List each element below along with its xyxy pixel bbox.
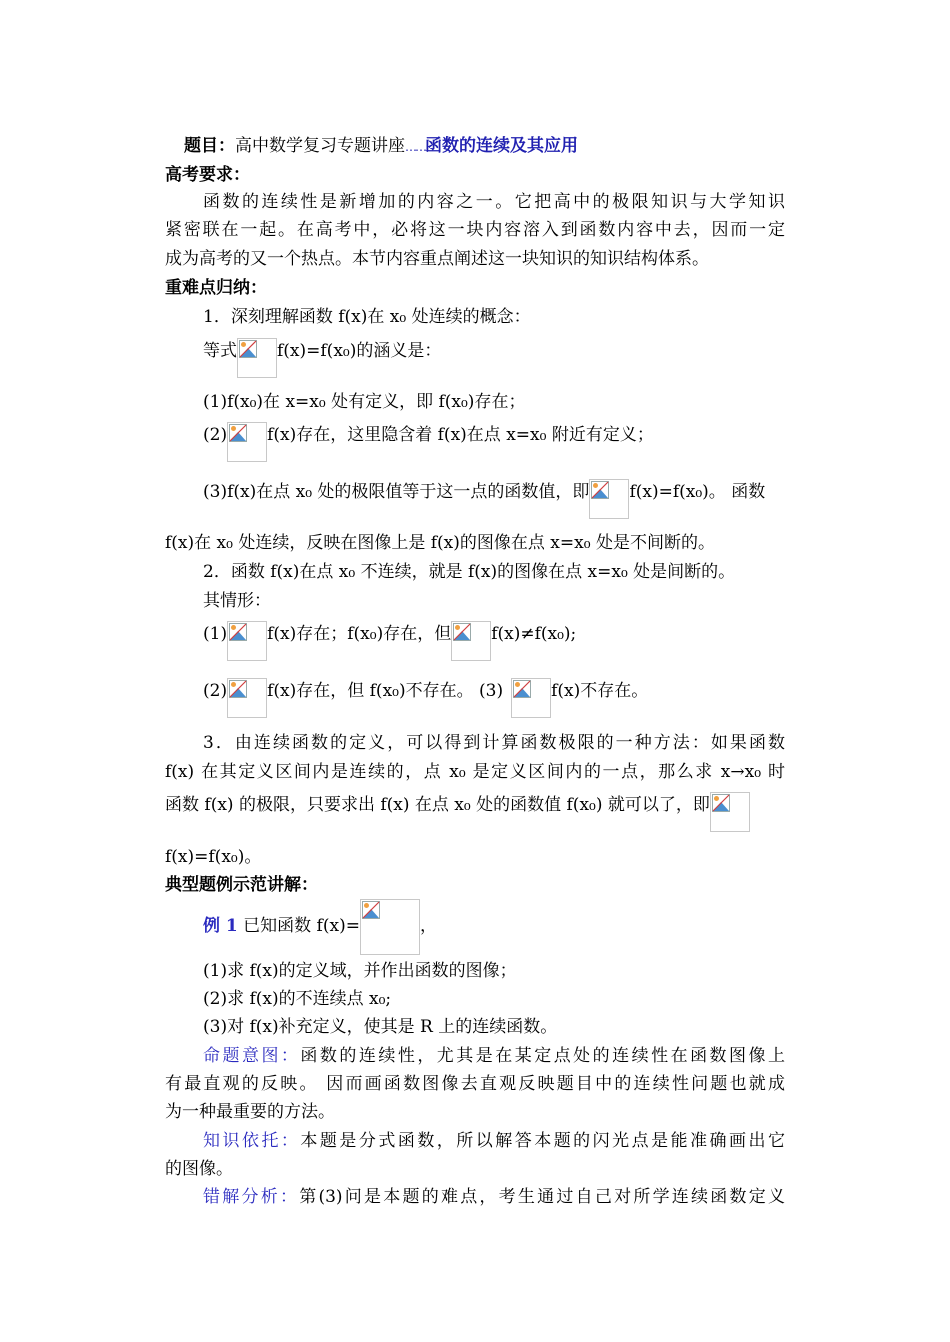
title-dots: …… (405, 140, 425, 154)
error-analysis-label: 错解分析： (203, 1187, 300, 1207)
title-prefix: 高中数学复习专题讲座 (235, 136, 405, 156)
condition-1: (1)f(x₀)在 x=x₀ 处有定义，即 f(x₀)存在； (203, 392, 526, 412)
broken-image-icon (360, 899, 420, 955)
item-3-line-4: f(x)=f(x₀)。 (165, 847, 262, 867)
example-label: 例 1 (203, 916, 238, 936)
intent-line-1: 命题意图：函数的连续性，尤其是在某定点处的连续性在函数图像上 (203, 1046, 786, 1066)
broken-image-icon (451, 621, 491, 661)
title-topic: 函数的连续及其应用 (425, 136, 578, 156)
question-2: (2)求 f(x)的不连续点 x₀; (203, 989, 392, 1009)
item-2: 2．函数 f(x)在点 x₀ 不连续，就是 f(x)的图像在点 x=x₀ 处是间断的。 (203, 562, 736, 582)
basis-line-2: 的图像。 (165, 1159, 233, 1179)
intent-line-3: 为一种最重要的方法。 (165, 1102, 335, 1122)
item-1: 1．深刻理解函数 f(x)在 x₀ 处连续的概念： (203, 307, 531, 327)
paragraph-line: 成为高考的又一个热点。本节内容重点阐述这一块知识的知识结构体系。 (165, 249, 709, 269)
condition-3: (3)f(x)在点 x₀ 处的极限值等于这一点的函数值，即 f(x)=f(x₀)。 函数 (203, 481, 785, 519)
basis-label: 知识依托： (203, 1131, 301, 1151)
case-2-3: (2) f(x)存在，但 f(x₀)不存在。 (3) f(x)不存在。 (203, 680, 785, 718)
basis-line-1: 知识依托：本题是分式函数，所以解答本题的闪光点是能准确画出它 (203, 1131, 786, 1151)
example-1: 例 1 已知函数 f(x)= ， (203, 899, 785, 955)
paragraph-line: 紧密联在一起。在高考中，必将这一块内容溶入到函数内容中去，因而一定 (165, 220, 785, 240)
case-1: (1) f(x)存在；f(x₀)存在，但 f(x)≠f(x₀); (203, 623, 785, 661)
title-label: 题目 (184, 136, 218, 156)
broken-image-icon (710, 792, 750, 832)
section-heading-requirements: 高考要求： (165, 165, 250, 185)
broken-image-icon (237, 338, 277, 378)
condition-2: (2) f(x)存在，这里隐含着 f(x)在点 x=x₀ 附近有定义； (203, 424, 785, 462)
broken-image-icon (589, 479, 629, 519)
condition-3-continued: f(x)在 x₀ 处连续，反映在图像上是 f(x)的图像在点 x=x₀ 处是不间断的。 (165, 533, 715, 553)
title-line: 题目：高中数学复习专题讲座……函数的连续及其应用 (184, 136, 578, 156)
question-1: (1)求 f(x)的定义域，并作出函数的图像； (203, 961, 517, 981)
broken-image-icon (227, 678, 267, 718)
broken-image-icon (227, 422, 267, 462)
item-3-line-2: f(x) 在其定义区间内是连续的，点 x₀ 是定义区间内的一点，那么求 x→x₀ 时 (165, 762, 785, 782)
section-heading-examples: 典型题例示范讲解： (165, 875, 318, 895)
intent-line-2: 有最直观的反映。 因而画函数图像去直观反映题目中的连续性问题也就成 (165, 1074, 785, 1094)
error-analysis-line-1: 错解分析：第(3)问是本题的难点，考生通过自己对所学连续函数定义 (203, 1187, 785, 1207)
intent-label: 命题意图： (203, 1046, 301, 1066)
broken-image-icon (227, 621, 267, 661)
section-heading-key-points: 重难点归纳： (165, 278, 267, 298)
question-3: (3)对 f(x)补充定义，使其是 R 上的连续函数。 (203, 1017, 558, 1037)
broken-image-icon (511, 678, 551, 718)
item-2-cases: 其情形： (203, 591, 271, 611)
paragraph-line: 函数的连续性是新增加的内容之一。它把高中的极限知识与大学知识 (203, 192, 785, 212)
equation-line: 等式 f(x)=f(x₀)的涵义是： (203, 340, 785, 378)
item-3-line-3: 函数 f(x) 的极限，只要求出 f(x) 在点 x₀ 处的函数值 f(x₀) 就可以了，即 (165, 794, 785, 832)
item-3: 3．由连续函数的定义，可以得到计算函数极限的一种方法：如果函数 (203, 733, 785, 753)
